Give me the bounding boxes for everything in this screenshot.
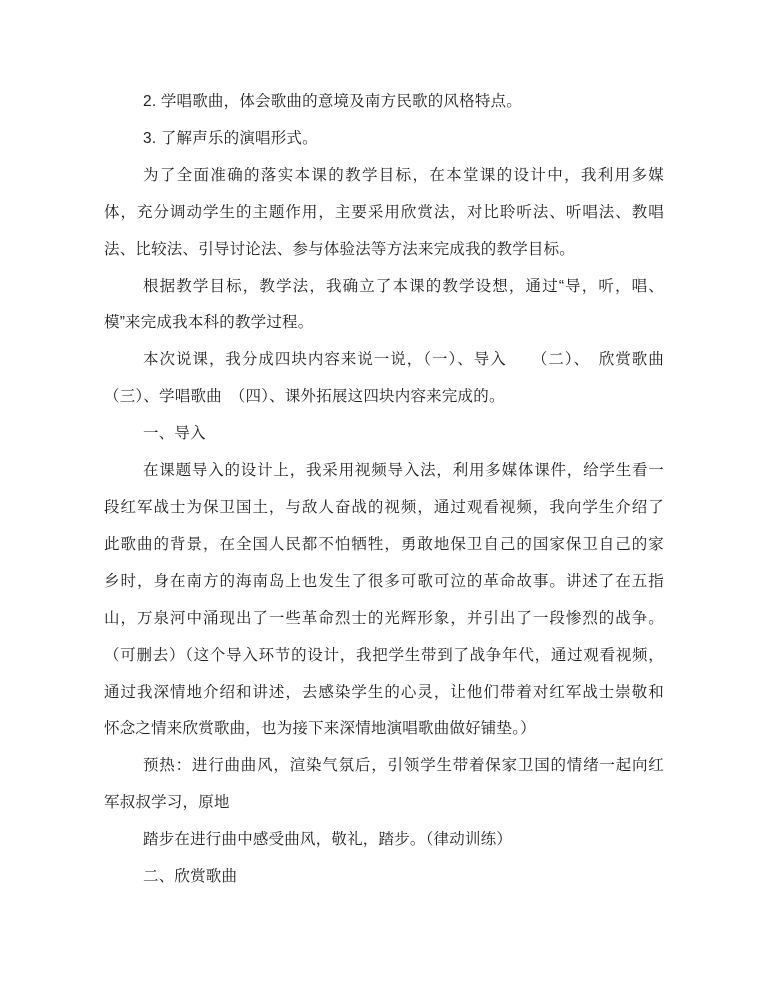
text-line: （可删去）（这个导入环节的设计，我把学生带到了战争年代，通过观看视频， xyxy=(104,646,664,664)
text-line: 军叔叔学习，原地 xyxy=(104,794,230,812)
text-line: 本次说课，我分成四块内容来说一说，（一）、导入 （二）、 欣赏歌曲 xyxy=(143,351,664,369)
text-line: 为了全面准确的落实本课的教学目标，在本堂课的设计中，我利用多媒 xyxy=(143,166,664,184)
text-line: 怀念之情来欣赏歌曲，也为接下来深情地演唱歌曲做好铺垫。） xyxy=(104,720,536,738)
document-body xyxy=(104,84,664,896)
text-line: 3. 了解声乐的演唱形式。 xyxy=(143,129,318,147)
text-line: 二、欣赏歌曲 xyxy=(143,868,238,886)
text-line: 法、比较法、引导讨论法、参与体验法等方法来完成我的教学目标。 xyxy=(104,240,576,258)
text-line: 山，万泉河中涌现出了一些革命烈士的光辉形象，并引出了一段惨烈的战争。 xyxy=(104,609,664,627)
text-line: 一、导入 xyxy=(143,425,206,443)
text-line: 根据教学目标，教学法，我确立了本课的教学设想，通过“导，听，唱、 xyxy=(143,277,664,295)
text-line: 此歌曲的背景，在全国人民都不怕牺牲，勇敢地保卫自己的国家保卫自己的家 xyxy=(104,535,664,553)
text-line: 踏步在进行曲中感受曲风，敬礼，踏步。（律动训练） xyxy=(143,831,513,849)
text-line: 2. 学唱歌曲，体会歌曲的意境及南方民歌的风格特点。 xyxy=(143,93,522,110)
text-line: 通过我深情地介绍和讲述，去感染学生的心灵，让他们带着对红军战士崇敬和 xyxy=(104,683,664,701)
text-line: （三）、学唱歌曲 （四）、课外拓展这四块内容来完成的。 xyxy=(104,388,505,406)
text-line: 模”来完成我本科的教学过程。 xyxy=(104,314,314,332)
text-line: 在课题导入的设计上，我采用视频导入法，利用多媒体课件，给学生看一 xyxy=(143,462,664,480)
text-line: 预热：进行曲曲风，渲染气氛后，引领学生带着保家卫国的情绪一起向红 xyxy=(143,757,664,775)
text-line: 段红军战士为保卫国土，与敌人奋战的视频，通过观看视频，我向学生介绍了 xyxy=(104,498,664,516)
text-line: 体，充分调动学生的主题作用，主要采用欣赏法，对比聆听法、听唱法、教唱 xyxy=(104,203,664,221)
text-line: 乡时，身在南方的海南岛上也发生了很多可歌可泣的革命故事。讲述了在五指 xyxy=(104,572,664,590)
